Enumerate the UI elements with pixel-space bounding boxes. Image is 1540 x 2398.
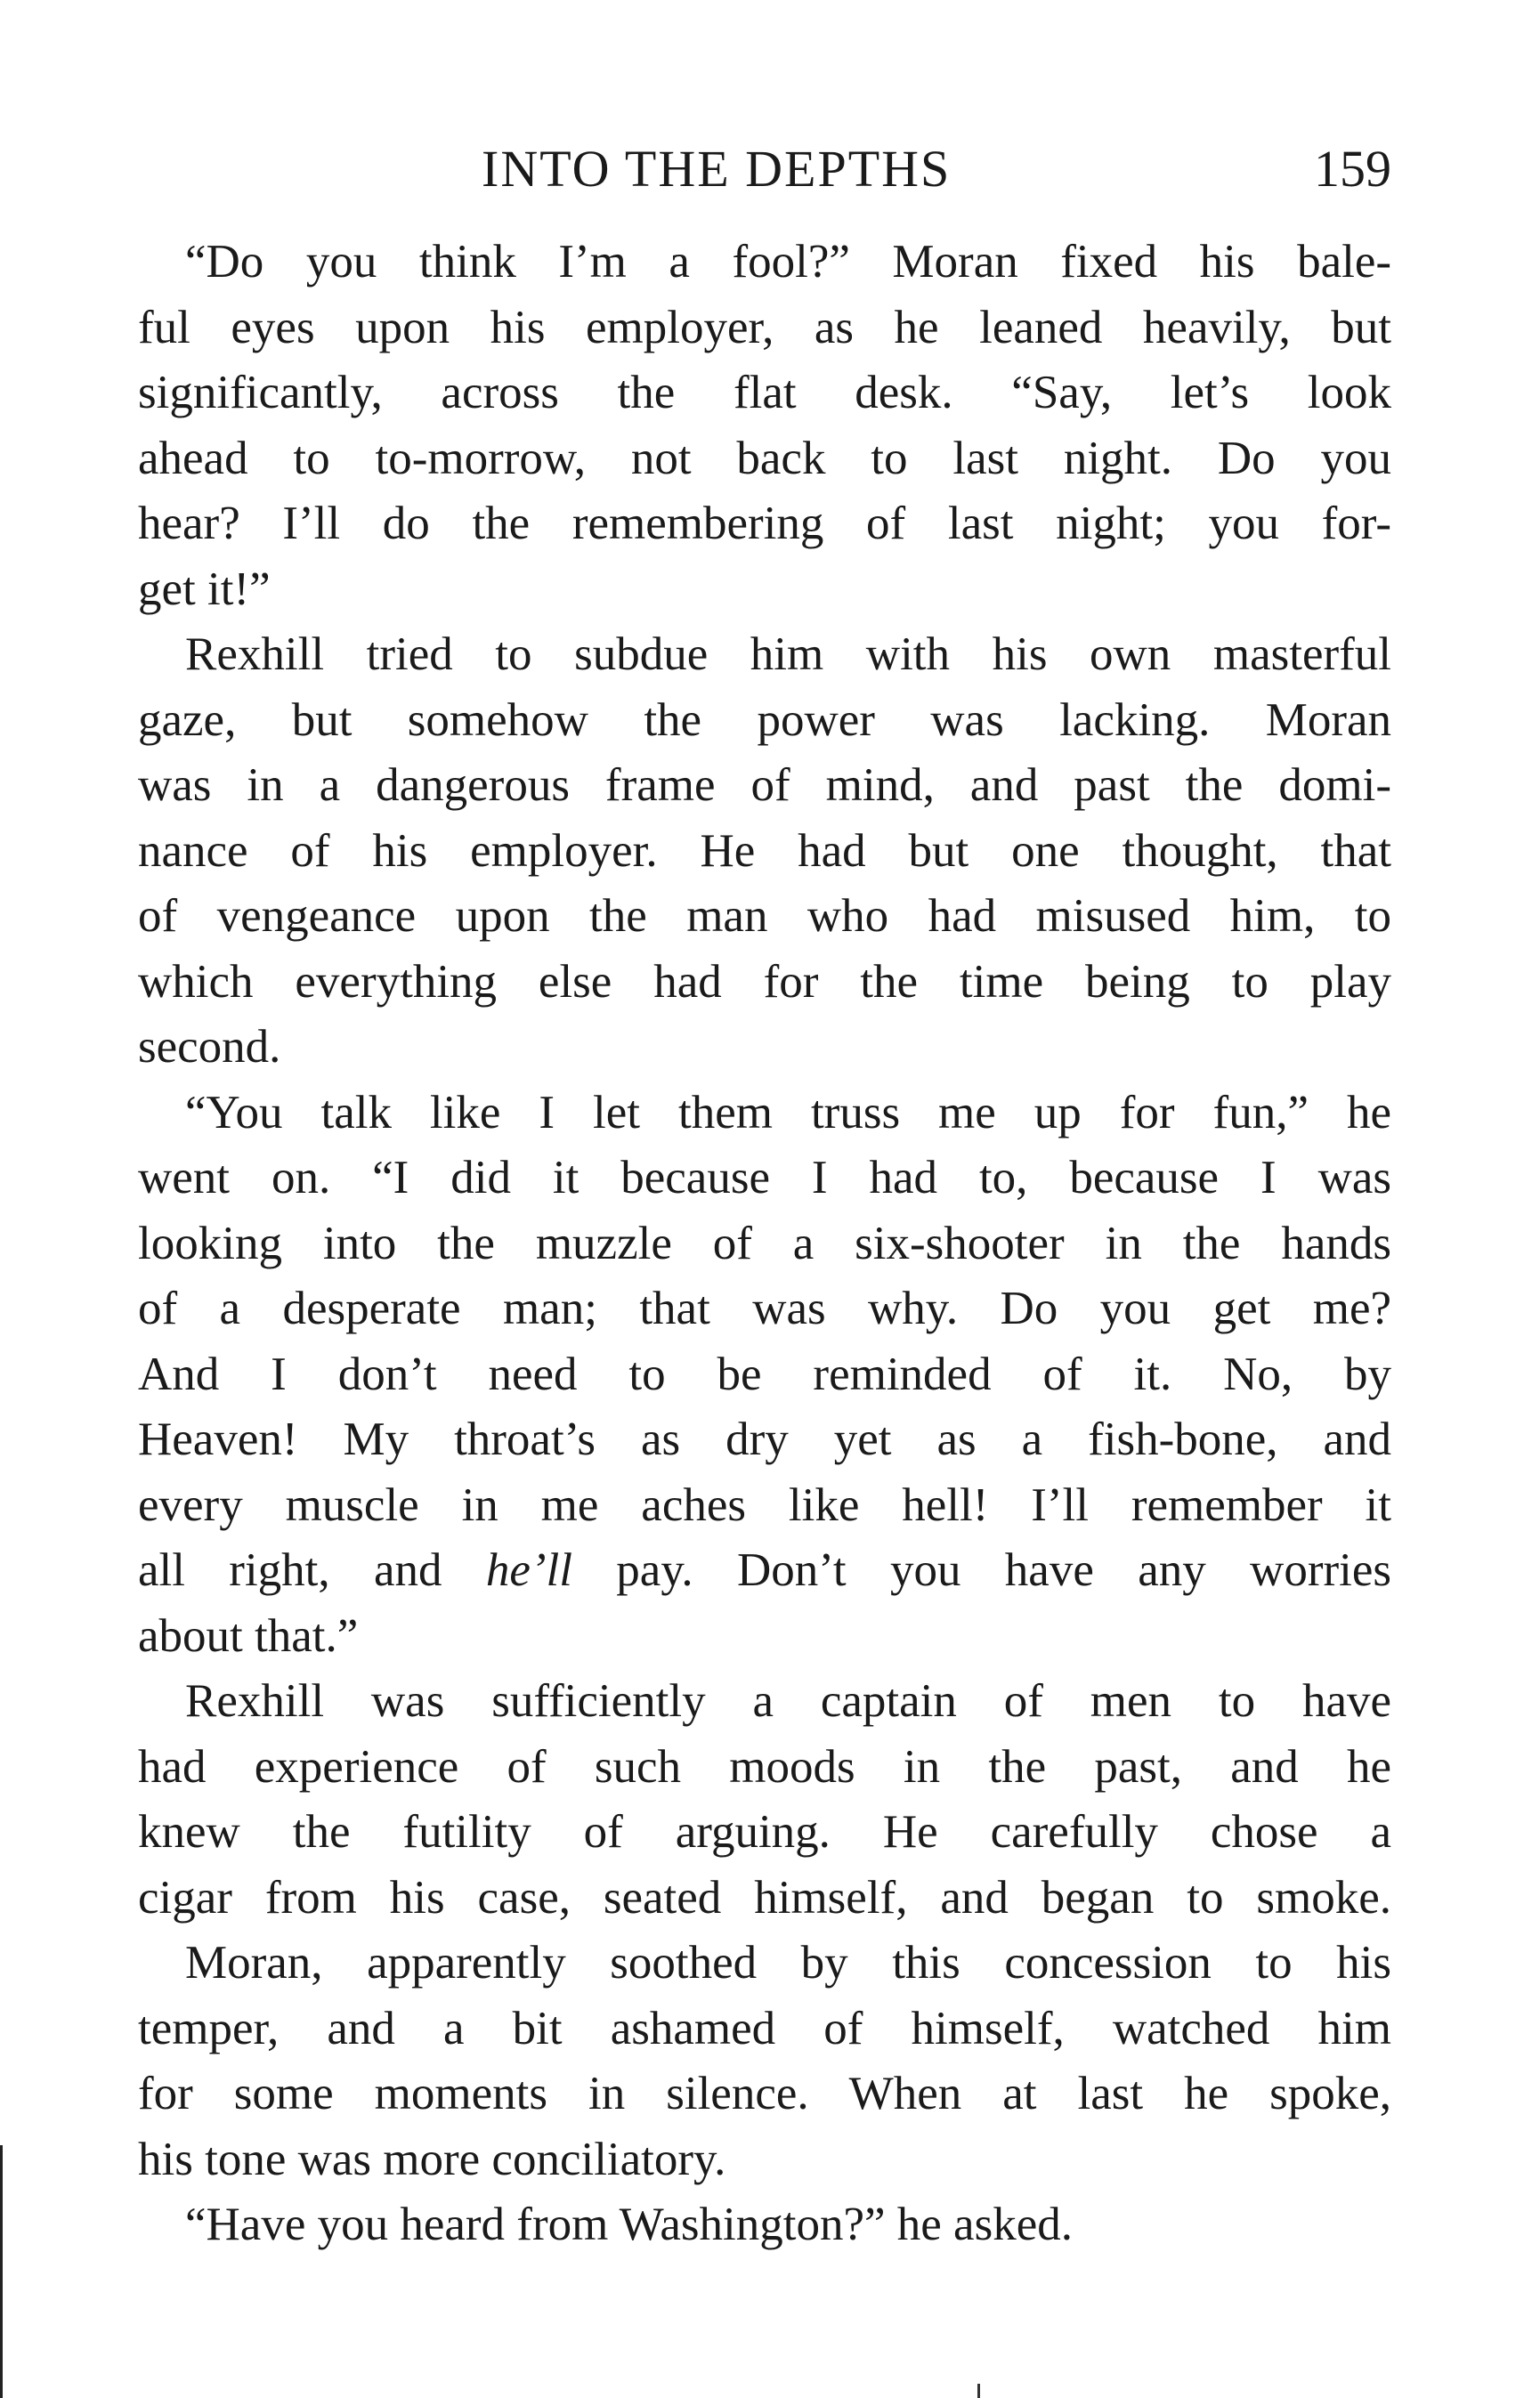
scan-speck xyxy=(977,2384,980,2398)
text-line: was in a dangerous frame of mind, and past the domi- xyxy=(138,759,1391,811)
page-number: 159 xyxy=(1314,140,1391,198)
text-line: gaze, but somehow the power was lacking. Moran xyxy=(138,693,1391,746)
text-line: ful eyes upon his employer, as he leaned heavily, but xyxy=(138,301,1391,353)
text-segment: all right, and xyxy=(138,1544,486,1596)
text-line: “Have you heard from Washington?” he asked. xyxy=(185,2199,1073,2250)
text-line: his tone was more conciliatory. xyxy=(138,2133,726,2185)
text-line: cigar from his case, seated himself, and began to smoke. xyxy=(138,1871,1391,1924)
text-line: about that.” xyxy=(138,1609,359,1662)
text-line: Moran, apparently soothed by this concession to his xyxy=(185,1937,1391,1989)
text-line: And I don’t need to be reminded of it. No, by xyxy=(138,1348,1391,1400)
text-line: get it!” xyxy=(138,563,271,615)
text-line xyxy=(138,1538,1391,1604)
page-header xyxy=(141,134,1391,205)
italic-word: he’ll xyxy=(485,1544,572,1596)
text-line: which everything else had for the time being to play xyxy=(138,955,1391,1008)
text-line: had experience of such moods in the past, and he xyxy=(138,1740,1391,1793)
text-line: went on. “I did it because I had to, because I was xyxy=(138,1152,1391,1203)
running-title: INTO THE DEPTHS xyxy=(482,140,952,198)
text-line: temper, and a bit ashamed of himself, watched him xyxy=(138,2002,1391,2054)
text-line: “Do you think I’m a fool?” Moran fixed his bale- xyxy=(185,236,1391,288)
text-line: Rexhill was sufficiently a captain of men to have xyxy=(185,1675,1391,1727)
text-line: of vengeance upon the man who had misused him, to xyxy=(138,890,1391,942)
text-line: every muscle in me aches like hell! I’ll remember it xyxy=(138,1478,1391,1531)
text-line: Heaven! My throat’s as dry yet as a fish-bone, and xyxy=(138,1414,1391,1465)
text-line: of a desperate man; that was why. Do you get me? xyxy=(138,1283,1391,1334)
scan-edge-shadow xyxy=(0,2145,3,2398)
text-line: nance of his employer. He had but one thought, that xyxy=(138,824,1391,877)
text-segment: pay. Don’t you have any worries xyxy=(571,1544,1391,1596)
text-line: “You talk like I let them truss me up for fun,” he xyxy=(185,1086,1391,1138)
text-line: second. xyxy=(138,1021,281,1073)
text-line: looking into the muzzle of a six-shooter in the hands xyxy=(138,1217,1391,1269)
text-line: hear? I’ll do the remembering of last night; you for- xyxy=(138,498,1391,549)
text-line: knew the futility of arguing. He carefully chose a xyxy=(138,1806,1391,1858)
text-line: ahead to to-morrow, not back to last night. Do you xyxy=(138,432,1391,484)
text-line: significantly, across the flat desk. “Say, let’s look xyxy=(138,367,1391,418)
text-line: for some moments in silence. When at last he spoke, xyxy=(138,2068,1391,2119)
body-text xyxy=(138,230,1391,2258)
text-line: Rexhill tried to subdue him with his own masterful xyxy=(185,628,1391,680)
